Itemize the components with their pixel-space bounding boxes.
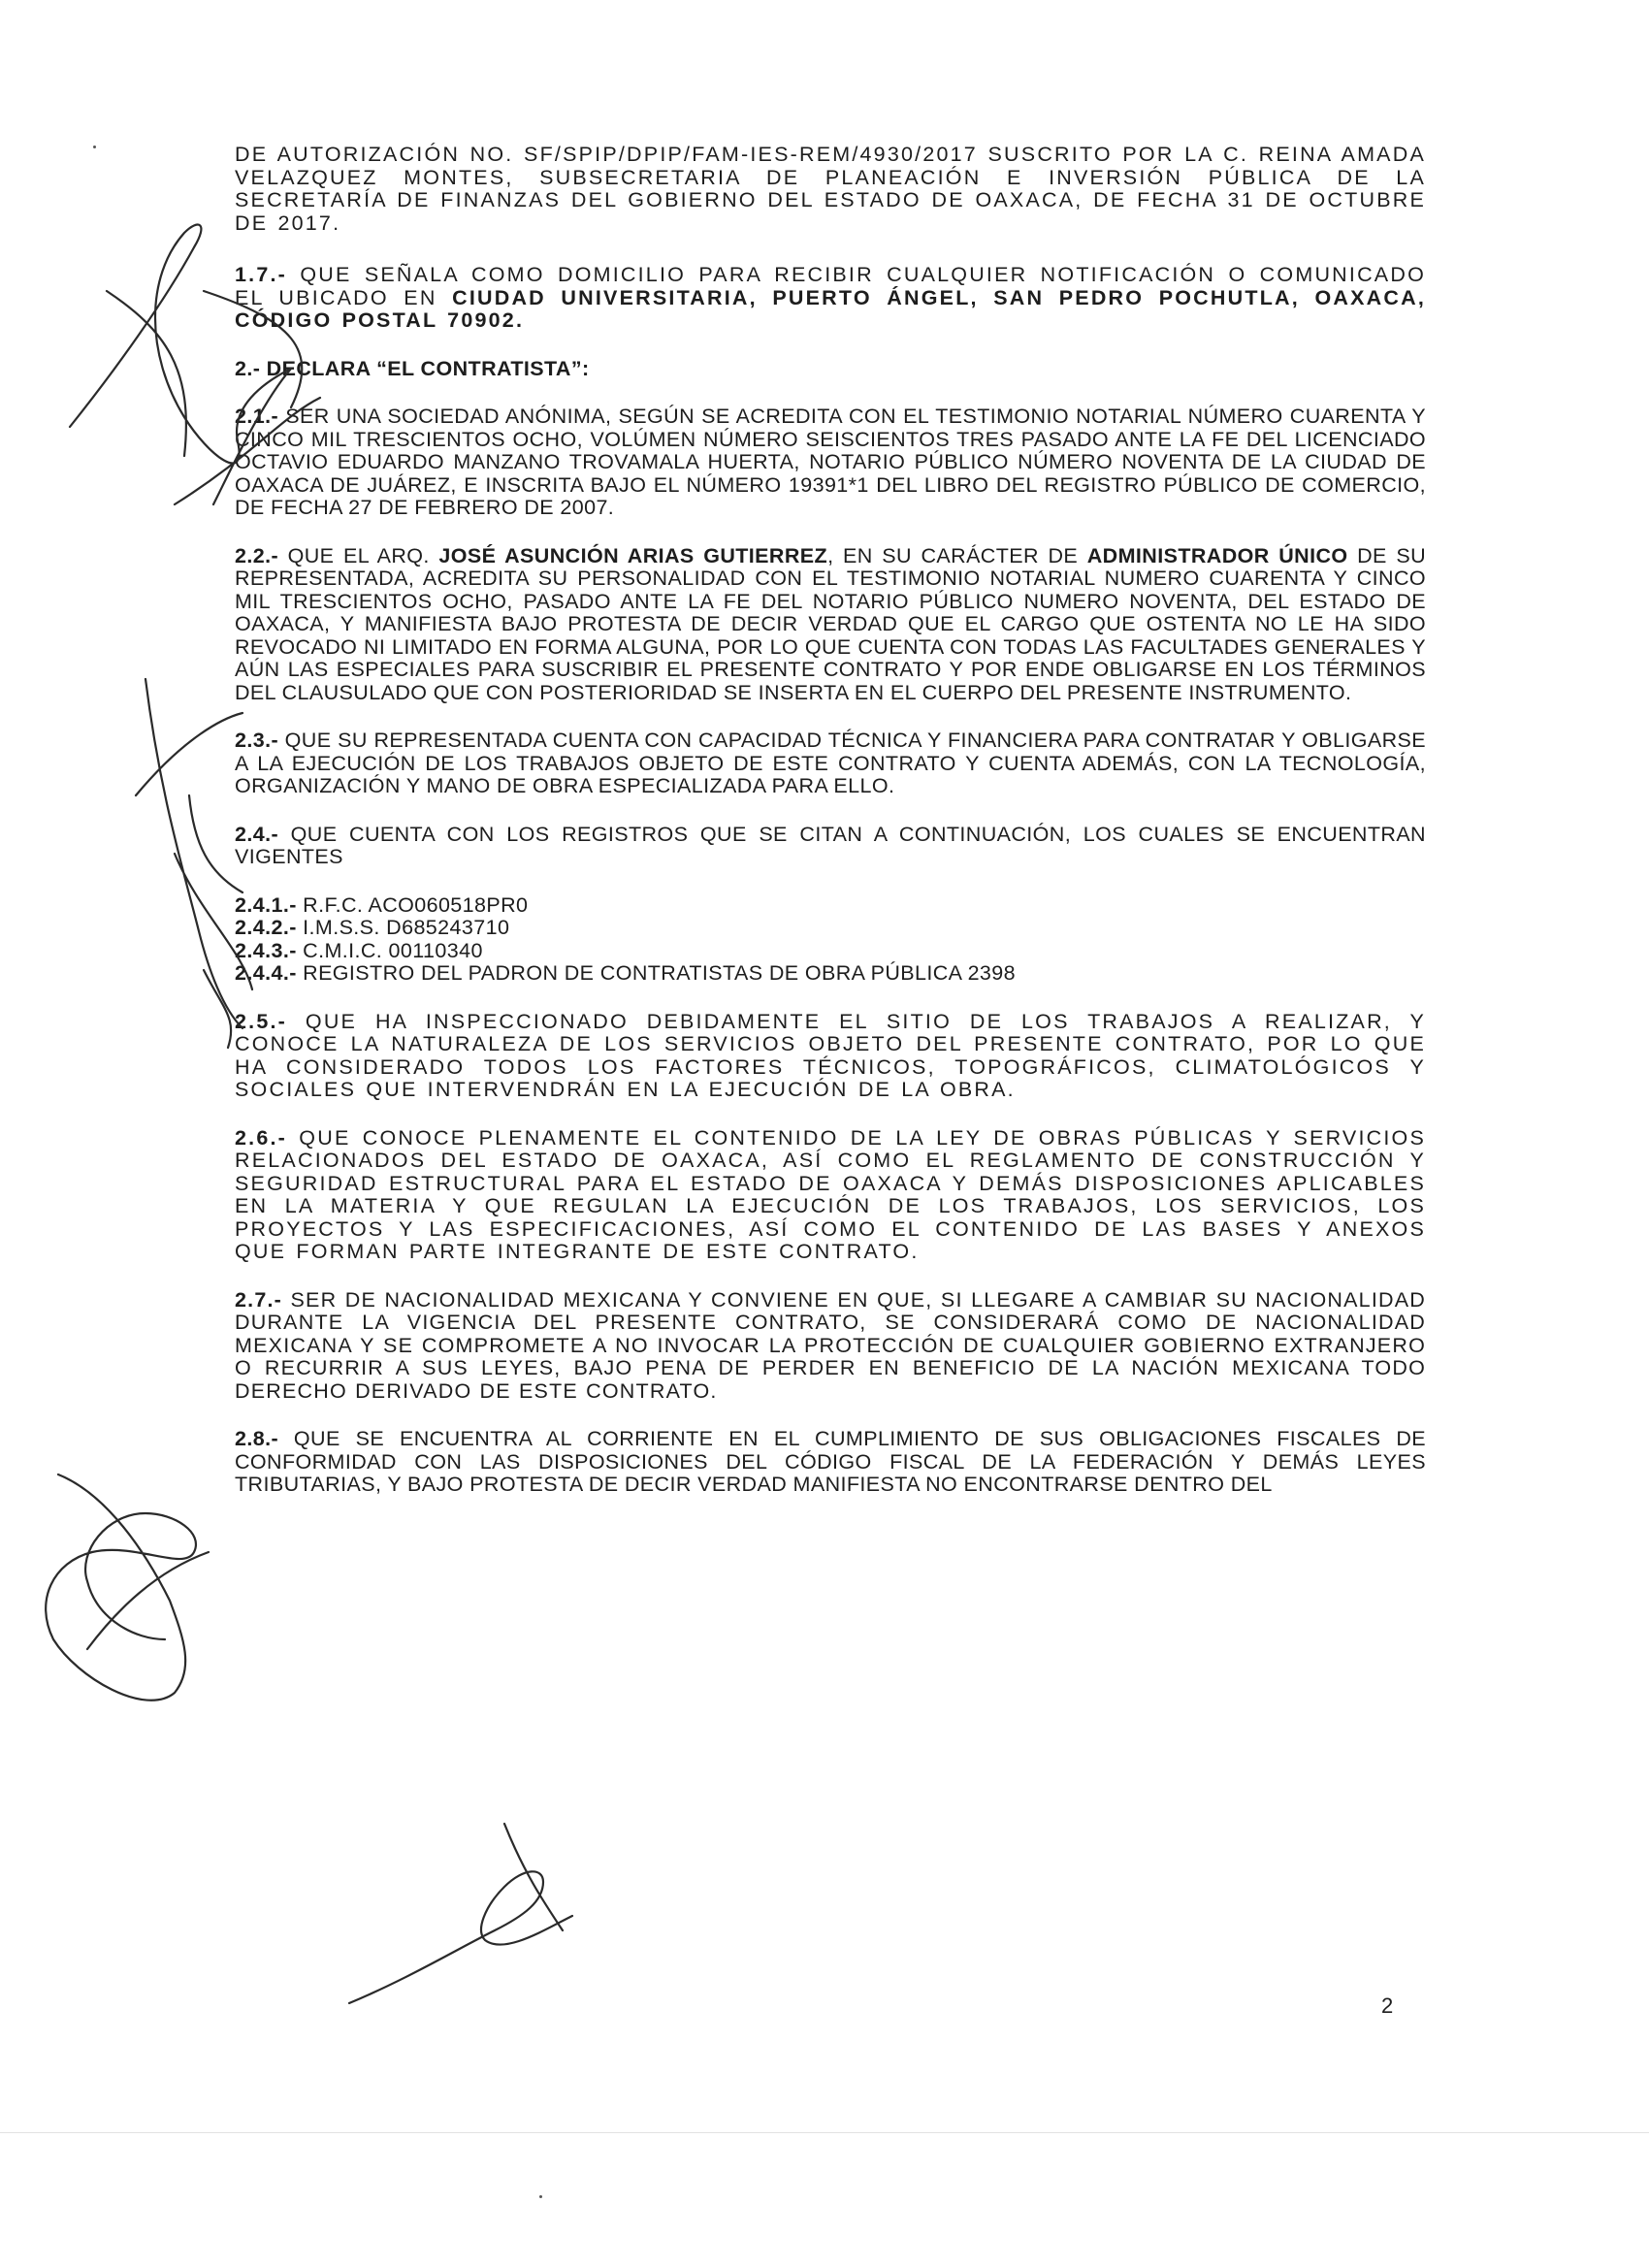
address-bold: CIUDAD UNIVERSITARIA, PUERTO ÁNGEL, SAN PEDRO POCHUTLA, OAXACA, CÓDIGO POSTAL 70902.	[235, 285, 1426, 332]
signature-1	[70, 225, 320, 504]
clause-2-6: 2.6.- QUE CONOCE PLENAMENTE EL CONTENIDO DE LA LEY DE OBRAS PÚBLICAS Y SERVICIOS RELACIONADOS DEL ESTADO DE OAXACA, ASÍ COMO EL REGLAMENTO DE CONSTRUCCIÓN Y SEGURIDAD ESTRUCTURAL PARA EL ESTADO DE OAXACA Y DEMÁS DISPOSICIONES APLICABLES EN LA MATERIA Y QUE REGULAN LA EJECUCIÓN DE LOS TRABAJOS, LOS SERVICIOS, LOS PROYECTOS Y LAS ESPECIFICACIONES, ASÍ COMO EL CONTENIDO DE LAS BASES Y ANEXOS QUE FORMAN PARTE INTEGRANTE DE ESTE CONTRATO.	[235, 1125, 1426, 1263]
signature-4	[349, 1824, 572, 2003]
signature-2	[136, 679, 252, 1048]
clause-2-1: 2.1.- SER UNA SOCIEDAD ANÓNIMA, SEGÚN SE ACREDITA CON EL TESTIMONIO NOTARIAL NÚMERO CUARENTA Y CINCO MIL TRESCIENTOS OCHO, VOLÚMEN NÚMERO SEISCIENTOS TRES PASADO ANTE LA FE DEL LICENCIADO OCTAVIO EDUARDO MANZANO TROVAMALA HUERTA, NOTARIO PÚBLICO NÚMERO NOVENTA DE LA CIUDAD DE OAXACA DE JUÁREZ, E INSCRITA BAJO EL NÚMERO 19391*1 DEL LIBRO DEL REGISTRO PÚBLICO DE COMERCIO, DE FECHA 27 DE FEBRERO DE 2007.	[235, 405, 1426, 519]
signature-3	[46, 1474, 209, 1701]
page-number: 2	[1381, 1993, 1394, 2018]
section-title: DECLARA “EL CONTRATISTA”:	[260, 356, 590, 380]
clause-2-8: 2.8.- QUE SE ENCUENTRA AL CORRIENTE EN EL CUMPLIMIENTO DE SUS OBLIGACIONES FISCALES DE CONFORMIDAD CON LAS DISPOSICIONES DEL CÓDIGO FISCAL DE LA FEDERACIÓN Y DEMÁS LEYES TRIBUTARIAS, Y BAJO PROTESTA DE DECIR VERDAD MANIFIESTA NO ENCONTRARSE DENTRO DEL	[235, 1427, 1426, 1496]
list-item: 2.4.4.- REGISTRO DEL PADRON DE CONTRATISTAS DE OBRA PÚBLICA 2398	[235, 961, 1016, 985]
clause-2-2: 2.2.- QUE EL ARQ. JOSÉ ASUNCIÓN ARIAS GUTIERREZ, EN SU CARÁCTER DE ADMINISTRADOR ÚNICO DE SU REPRESENTADA, ACREDITA SU PERSONALIDAD CON EL TESTIMONIO NOTARIAL NUMERO CUARENTA Y CINCO MIL TRESCIENTOS OCHO, PASADO ANTE LA FE DEL NOTARIO PÚBLICO NUMERO NOVENTA, DEL ESTADO DE OAXACA, Y MANIFIESTA BAJO PROTESTA DE DECIR VERDAD QUE EL CARGO QUE OSTENTA NO LE HA SIDO REVOCADO NI LIMITADO EN FORMA ALGUNA, POR LO QUE CUENTA CON TODAS LAS FACULTADES GENERALES Y AÚN LAS ESPECIALES PARA SUSCRIBIR EL PRESENTE CONTRATO Y POR ENDE OBLIGARSE EN LOS TÉRMINOS DEL CLAUSULADO QUE CON POSTERIORIDAD SE INSERTA EN EL CUERPO DEL PRESENTE INSTRUMENTO.	[235, 543, 1427, 704]
clause-2-3: 2.3.- QUE SU REPRESENTADA CUENTA CON CAPACIDAD TÉCNICA Y FINANCIERA PARA CONTRATAR Y OBLIGARSE A LA EJECUCIÓN DE LOS TRABAJOS OBJETO DE ESTE CONTRATO Y CUENTA ADEMÁS, CON LA TECNOLOGÍA, ORGANIZACIÓN Y MANO DE OBRA ESPECIALIZADA PARA ELLO.	[235, 729, 1426, 797]
clause-2-5: 2.5.- QUE HA INSPECCIONADO DEBIDAMENTE EL SITIO DE LOS TRABAJOS A REALIZAR, Y CONOCE LA NATURALEZA DE LOS SERVICIOS OBJETO DEL PRESENTE CONTRATO, POR LO QUE HA CONSIDERADO TODOS LOS FACTORES TÉCNICOS, TOPOGRÁFICOS, CLIMATOLÓGICOS Y SOCIALES QUE INTERVENDRÁN EN LA EJECUCIÓN DE LA OBRA.	[235, 1009, 1426, 1101]
section-number: 2.-	[235, 356, 261, 380]
clause-2-4: 2.4.- QUE CUENTA CON LOS REGISTROS QUE SE CITAN A CONTINUACIÓN, LOS CUALES SE ENCUENTRAN VIGENTES	[235, 822, 1426, 868]
clause-2-7: 2.7.- SER DE NACIONALIDAD MEXICANA Y CONVIENE EN QUE, SI LLEGARE A CAMBIAR SU NACIONALIDAD DURANTE LA VIGENCIA DEL PRESENTE CONTRATO, SE CONSIDERARÁ COMO DE NACIONALIDAD MEXICANA Y SE COMPROMETE A NO INVOCAR LA PROTECCIÓN DE CUALQUIER GOBIERNO EXTRANJERO O RECURRIR A SUS LEYES, BAJO PENA DE PERDER EN BENEFICIO DE LA NACIÓN MEXICANA TODO DERECHO DERIVADO DE ESTE CONTRATO.	[235, 1287, 1426, 1403]
contractor-name: JOSÉ ASUNCIÓN ARIAS GUTIERREZ	[438, 543, 828, 567]
clause-number: 1.7.-	[235, 263, 288, 286]
contractor-role: ADMINISTRADOR ÚNICO	[1086, 543, 1348, 567]
list-item: 2.4.3.- C.M.I.C. 00110340	[235, 938, 483, 962]
clause-1-7: 1.7.- QUE SEÑALA COMO DOMICILIO PARA RECIBIR CUALQUIER NOTIFICACIÓN O COMUNICADO EL UBICADO EN CIUDAD UNIVERSITARIA, PUERTO ÁNGEL, SAN PEDRO POCHUTLA, OAXACA, CÓDIGO POSTAL 70902.	[235, 263, 1426, 332]
list-item: 2.4.1.- R.F.C. ACO060518PR0	[235, 892, 529, 917]
intro-paragraph: DE AUTORIZACIÓN NO. SF/SPIP/DPIP/FAM-IES-REM/4930/2017 SUSCRITO POR LA C. REINA AMADA VELAZQUEZ MONTES, SUBSECRETARIA DE PLANEACIÓN E INVERSIÓN PÚBLICA DE LA SECRETARÍA DE FINANZAS DEL GOBIERNO DEL ESTADO DE OAXACA, DE FECHA 31 DE OCTUBRE DE 2017.	[235, 143, 1426, 235]
list-item: 2.4.2.- I.M.S.S. D685243710	[235, 916, 510, 939]
